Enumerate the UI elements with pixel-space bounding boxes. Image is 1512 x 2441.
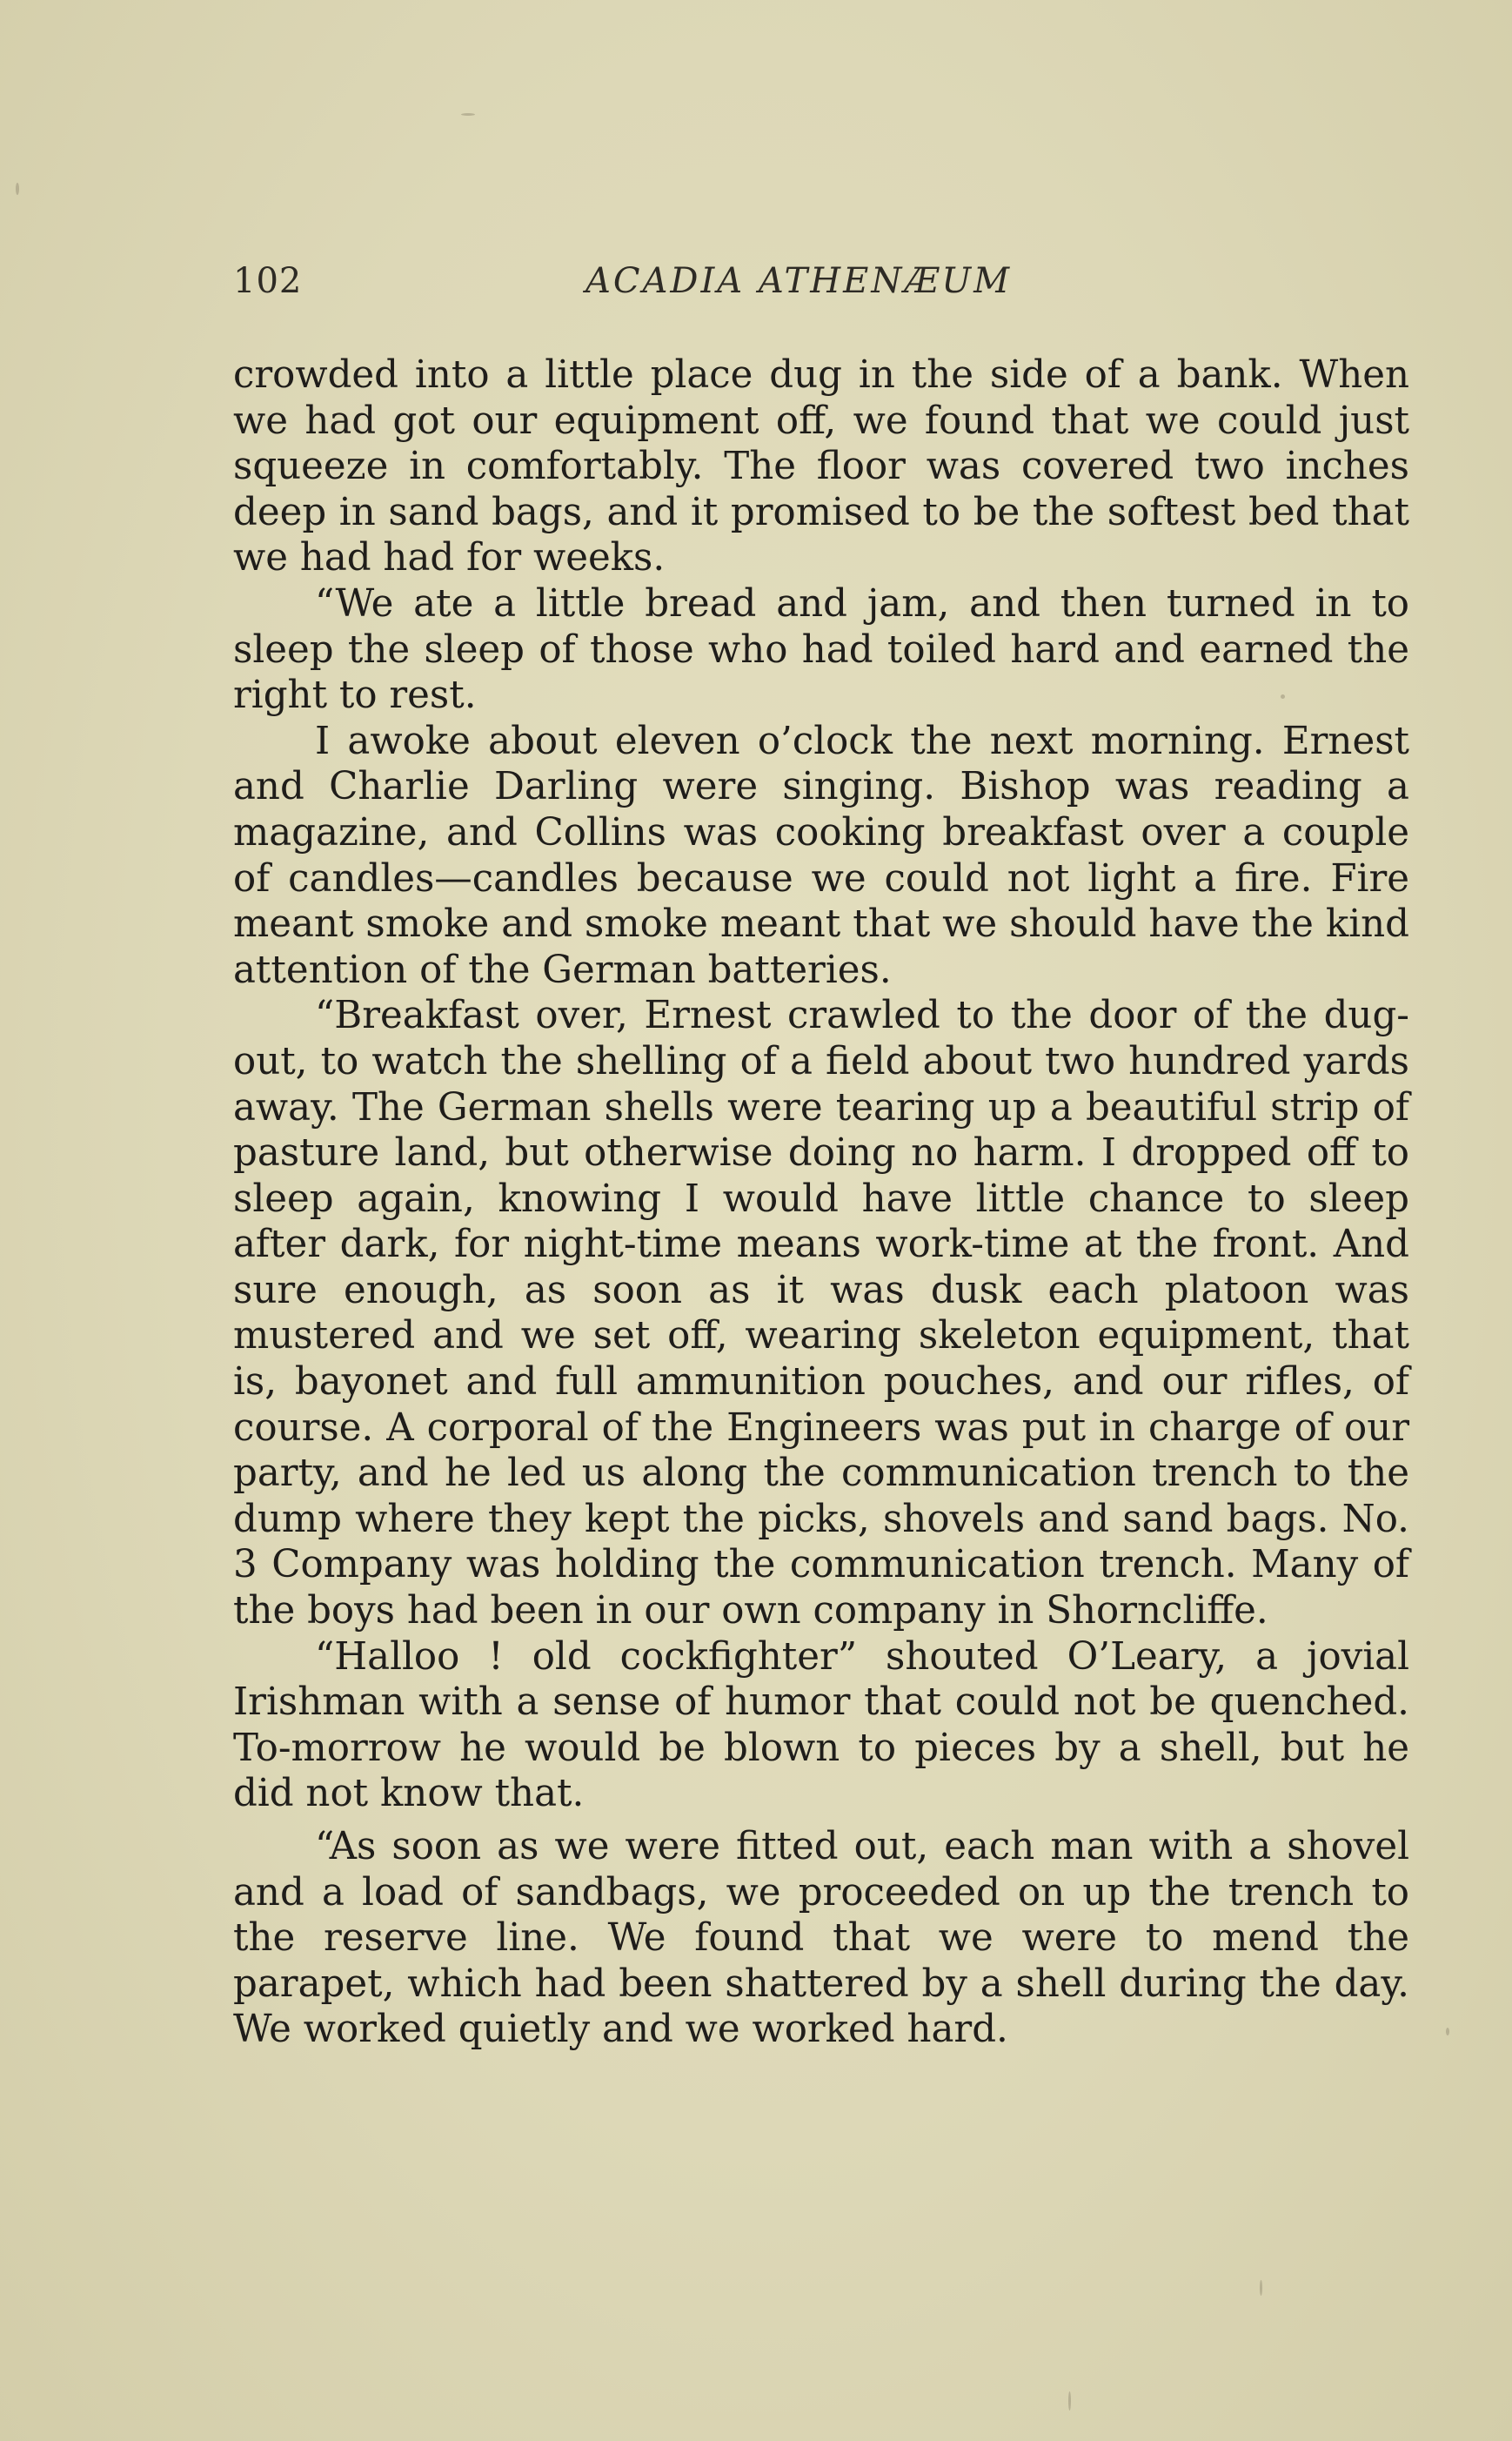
paragraph: “Breakfast over, Ernest crawled to the door of the dug-out, to watch the shelling of a field about two hundred yards away. The German shells were tearing up a beautiful strip of pasture land, but otherwise doing no harm. I dropped off to sleep again, knowing I would have little chance to sleep after dark, for night-time means work-time at the front. And sure enough, as soon as it was dusk each platoon was mustered and we set off, wearing skeleton equipment, that is, bayonet and full ammunition pouches, and our rifles, of course. A corporal of the Engineers was put in charge of our party, and he led us along the communication trench to the dump where they kept the picks, shovels and sand bags. No. 3 Company was holding the communication trench. Many of the boys had been in our own company in Shorncliffe. [233,994,1409,1633]
page-number: 102 [233,261,303,301]
paper-speck [16,183,19,195]
paper-speck [1446,2028,1449,2035]
paper-speck [1281,694,1285,699]
page-header [233,261,1416,313]
paragraph: I awoke about eleven o’clock the next morning. Ernest and Charlie Darling were singing. Bishop was reading a magazine, and Collins was cooking breakfast over a couple of candles—candles because we could not light a fire. Fire meant smoke and smoke meant that we should have the kind attention of the German batteries. [233,719,1409,992]
paper-speck [1260,2280,1262,2296]
paragraph-continuation: crowded into a little place dug in the side of a bank. When we had got our equipment off, we found that we could just squeeze in comfortably. The floor was covered two inches deep in sand bags, and it promised to be the softest bed that we had had for weeks. [233,353,1409,580]
paragraph: “As soon as we were fitted out, each man with a shovel and a load of sandbags, we proceeded on up the trench to the reserve line. We found that we were to mend the parapet, which had been shattered by a shell during the day. We worked quietly and we worked hard. [233,1825,1409,2052]
paper-speck [1068,2391,1071,2411]
running-title: ACADIA ATHENÆUM [585,261,1013,301]
paper-speck [461,113,475,116]
paragraph: “We ate a little bread and jam, and then turned in to sleep the sleep of those who had toiled hard and earned the right to rest. [233,581,1409,718]
paragraph: “Halloo ! old cockfighter” shouted O’Leary, a jovial Irishman with a sense of humor that could not be quenched. To-morrow he would be blown to pieces by a shell, but he did not know that. [233,1634,1409,1816]
body-text [233,352,1409,2053]
